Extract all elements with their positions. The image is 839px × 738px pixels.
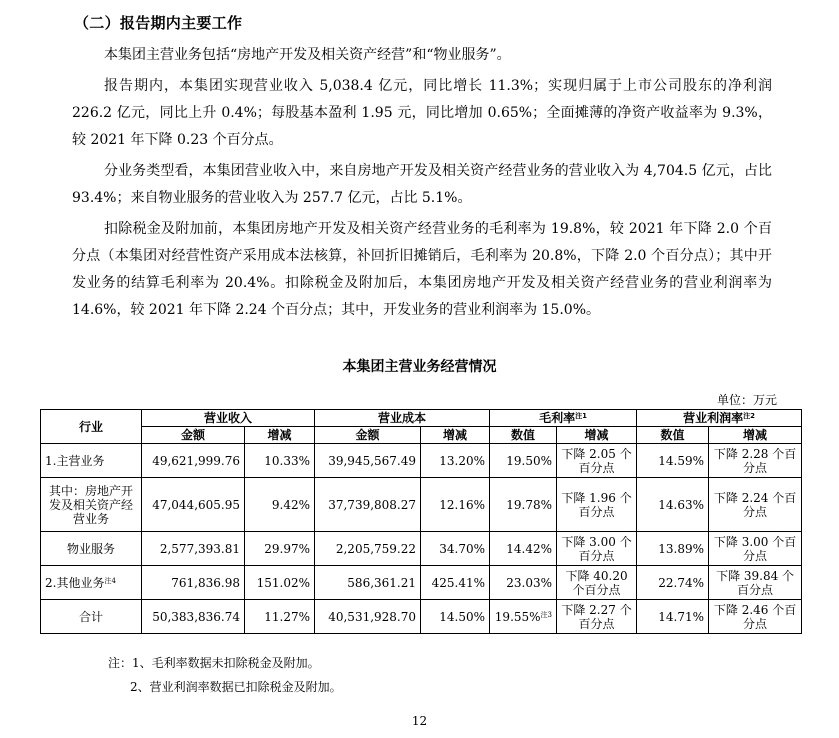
op-margin-change: 下降 39.84 个百分点 [709,566,802,600]
revenue-amount: 47,044,605.95 [142,478,245,532]
header-gross-margin: 毛利率$^{注1}$ [490,410,637,427]
gross-margin-change: 下降 2.05 个百分点 [557,444,637,478]
paragraph-revenue-summary: 报告期内，本集团实现营业收入 5,038.4 亿元，同比增长 11.3%；实现归属于上市公司股东的净利润 226.2 亿元，同比上升 0.4%；每股基本盈利 1.95 元，同比增加 0.65%；全面摊薄的净资产收益率为 9.3%，较 2021 年下降 0.23 个百分点。 [72,78,772,148]
gross-margin-change: 下降 2.27 个百分点 [557,600,637,634]
row-label: 2.其他业务$^{注4}$ [41,566,142,600]
section-heading: （二）报告期内主要工作 [74,14,243,32]
table-row [41,444,802,478]
note-2: 2、营业利润率数据已扣除税金及附加。 [130,680,342,694]
gross-margin-value: 19.78% [490,478,557,532]
header-cost-amount: 金额 [315,427,421,444]
header-industry: 行业 [41,410,142,444]
op-margin-value: 13.89% [637,532,709,566]
page-number: 12 [411,714,428,728]
header-om-change: 增减 [709,427,802,444]
header-revenue-change: 增减 [245,427,315,444]
note-1: 注：1、毛利率数据未扣除税金及附加。 [108,656,320,670]
revenue-amount: 761,836.98 [142,566,245,600]
header-gm-value: 数值 [490,427,557,444]
row-label: 1.主营业务 [41,444,142,478]
paragraph-segment-breakdown: 分业务类型看，本集团营业收入中，来自房地产开发及相关资产经营业务的营业收入为 4,704.5 亿元，占比 93.4%；来自物业服务的营业收入为 257.7 亿元，占比 5.1%。 [72,163,772,206]
header-om-value: 数值 [637,427,709,444]
op-margin-change: 下降 2.46 个百分点 [709,600,802,634]
row-label: 物业服务 [41,532,142,566]
footnote-ref: 注1 [575,412,587,420]
header-revenue: 营业收入 [142,410,315,427]
revenue-change: 11.27% [245,600,315,634]
cost-amount: 37,739,808.27 [315,478,421,532]
footnote-ref: 注3 [540,610,553,619]
cost-amount: 39,945,567.49 [315,444,421,478]
gross-margin-change: 下降 3.00 个百分点 [557,532,637,566]
op-margin-change: 下降 3.00 个百分点 [709,532,802,566]
gross-margin-value: 19.50% [490,444,557,478]
gross-margin-value: 19.55%$^{注3}$ [490,600,557,634]
header-cost-change: 增减 [421,427,490,444]
table-row [41,478,802,532]
cost-amount: 40,531,928.70 [315,600,421,634]
op-margin-value: 22.74% [637,566,709,600]
header-cost: 营业成本 [315,410,490,427]
cost-amount: 586,361.21 [315,566,421,600]
cost-change: 425.41% [421,566,490,600]
header-operating-margin: 营业利润率$^{注2}$ [637,410,802,427]
op-margin-value: 14.71% [637,600,709,634]
cost-change: 13.20% [421,444,490,478]
header-gm-change: 增减 [557,427,637,444]
row-label: 其中：房地产开发及相关资产经营业务 [41,478,142,532]
revenue-change: 9.42% [245,478,315,532]
gross-margin-value: 14.42% [490,532,557,566]
table-row [41,566,802,600]
footnote-ref: 注4 [104,576,116,585]
paragraph-business-scope: 本集团主营业务包括“房地产开发及相关资产经营”和“物业服务”。 [104,47,511,63]
footnote-ref: 注2 [743,412,755,420]
table-row-total [41,600,802,634]
gross-margin-change: 下降 1.96 个百分点 [557,478,637,532]
op-margin-value: 14.59% [637,444,709,478]
revenue-change: 10.33% [245,444,315,478]
table-row [41,532,802,566]
revenue-amount: 2,577,393.81 [142,532,245,566]
revenue-amount: 50,383,836.74 [142,600,245,634]
table-notes [108,651,342,699]
op-margin-change: 下降 2.24 个百分点 [709,478,802,532]
table-unit: 单位：万元 [716,393,777,407]
cost-change: 12.16% [421,478,490,532]
gross-margin-change: 下降 40.20 个百分点 [557,566,637,600]
revenue-change: 29.97% [245,532,315,566]
cost-amount: 2,205,759.22 [315,532,421,566]
table-title: 本集团主营业务经营情况 [342,359,497,375]
op-margin-change: 下降 2.28 个百分点 [709,444,802,478]
gross-margin-value: 23.03% [490,566,557,600]
paragraph-margin-analysis: 扣除税金及附加前，本集团房地产开发及相关资产经营业务的毛利率为 19.8%，较 2021 年下降 2.0 个百分点（本集团对经营性资产采用成本法核算，补回折旧摊销后，毛利率为 20.8%，下降 2.0 个百分点）；其中开发业务的结算毛利率为 20.4%。扣除税金及附加后，本集团房地产开发及相关资产经营业务的营业利润率为 14.6%，较 2021 年下降 2.24 个百分点；其中，开发业务的营业利润率为 15.0%。 [72,221,772,318]
revenue-change: 151.02% [245,566,315,600]
business-operations-table [40,409,802,634]
cost-change: 14.50% [421,600,490,634]
revenue-amount: 49,621,999.76 [142,444,245,478]
op-margin-value: 14.63% [637,478,709,532]
cost-change: 34.70% [421,532,490,566]
header-revenue-amount: 金额 [142,427,245,444]
row-label: 合计 [41,600,142,634]
